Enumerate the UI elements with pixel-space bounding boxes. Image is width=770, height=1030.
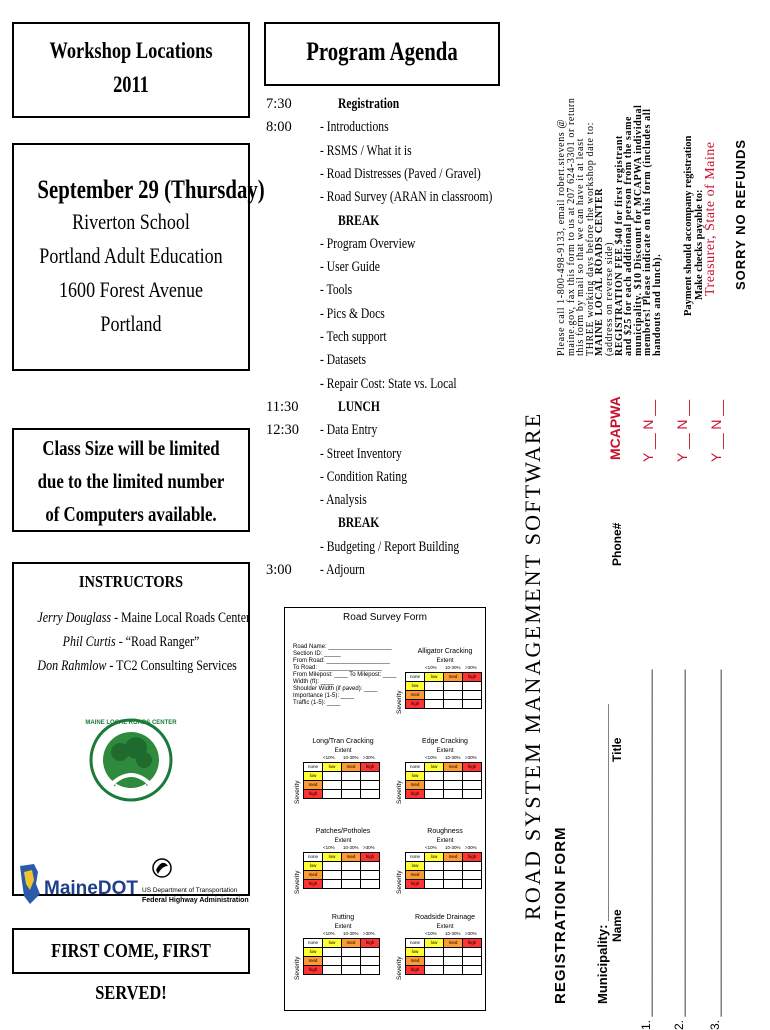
distress-name: Edge Cracking — [422, 738, 468, 745]
severity-cell[interactable]: med — [405, 780, 425, 790]
extent-col: <10% — [425, 931, 437, 936]
col-title-label: Title — [610, 737, 624, 762]
severity-cell[interactable]: low — [322, 938, 342, 948]
extent-col: <10% — [425, 755, 437, 760]
agenda-item: - Data Entry — [320, 422, 378, 439]
severity-cell[interactable]: low — [303, 771, 323, 781]
extent-label: Extent — [436, 924, 454, 930]
extent-col: 10-30% — [445, 845, 461, 850]
instruction-line: (address on reverse side) — [604, 241, 615, 356]
distress-panel — [397, 738, 485, 818]
program-agenda-box — [264, 22, 500, 86]
instructor-line: Don Rahmlow - TC2 Consulting Services — [37, 658, 237, 674]
first-come-text: FIRST COME, FIRST SERVED! — [51, 940, 211, 1004]
distress-name: Alligator Cracking — [417, 648, 473, 655]
severity-cell[interactable]: low — [405, 947, 425, 957]
agenda-item: - Road Distresses (Paved / Gravel) — [320, 165, 481, 182]
agenda-time: 7:30 — [266, 96, 292, 112]
severity-cell[interactable] — [424, 789, 444, 799]
class-size-line: due to the limited number — [37, 469, 225, 493]
instruction-line: REGISTRATION FEE $40 for first registrant — [613, 135, 625, 356]
severity-cell[interactable]: high — [462, 672, 482, 682]
severity-cell[interactable]: low — [405, 861, 425, 871]
instructor-line: Jerry Douglass - Maine Local Roads Center — [37, 610, 251, 626]
severity-cell[interactable] — [360, 879, 380, 889]
location-line: Riverton School — [72, 209, 190, 234]
severity-cell[interactable]: high — [303, 965, 323, 975]
survey-field: From Road: ___________________ — [293, 658, 390, 664]
distress-panel — [295, 914, 383, 994]
severity-cell[interactable] — [462, 789, 482, 799]
agenda-time: 3:00 — [266, 562, 292, 578]
severity-cell[interactable] — [424, 965, 444, 975]
survey-field: From Milepost: ____ To Milepost: ____ — [293, 672, 397, 678]
severity-cell[interactable]: med — [303, 956, 323, 966]
instructor-line: Phil Curtis - “Road Ranger” — [62, 634, 200, 650]
distress-panel — [397, 648, 485, 728]
severity-cell[interactable]: high — [405, 699, 425, 709]
severity-cell[interactable]: high — [405, 965, 425, 975]
extent-col: 10-30% — [343, 931, 359, 936]
survey-field: To Road: ___________________ — [293, 665, 383, 671]
mcapwa-yn-2[interactable]: Y __ N __ — [674, 399, 690, 462]
survey-field: Section ID: _____ — [293, 651, 341, 657]
agenda-time: 8:00 — [266, 119, 292, 136]
location-line: 1600 Forest Avenue — [59, 277, 203, 302]
entry-line-3[interactable]: 3. ____________________________________________________ — [708, 669, 722, 1030]
severity-label: Severity — [294, 780, 301, 804]
extent-col: <10% — [425, 665, 437, 670]
extent-col: 10-30% — [445, 665, 461, 670]
extent-col: >30% — [363, 931, 375, 936]
severity-label: Severity — [396, 780, 403, 804]
first-come-box — [12, 928, 250, 1004]
extent-col: 10-30% — [343, 845, 359, 850]
severity-cell[interactable] — [443, 879, 463, 889]
agenda-item: - RSMS / What it is — [320, 142, 412, 159]
agenda-item: - Budgeting / Report Building — [320, 538, 460, 555]
mainedot-text: MaineDOT — [44, 878, 138, 899]
logo-ring-text: MAINE LOCAL ROADS CENTER — [85, 720, 177, 726]
severity-cell[interactable]: none — [405, 762, 425, 772]
extent-col: <10% — [323, 755, 335, 760]
extent-col: <10% — [323, 845, 335, 850]
severity-cell[interactable]: med — [443, 938, 463, 948]
municipality-field[interactable]: Municipality: ______________________________ — [595, 704, 610, 1004]
severity-cell[interactable]: none — [303, 762, 323, 772]
distress-name: Rutting — [331, 914, 355, 921]
col-name-label: Name — [610, 909, 624, 942]
severity-cell[interactable]: med — [443, 762, 463, 772]
date-location-box — [12, 143, 265, 371]
severity-cell[interactable]: high — [360, 852, 380, 862]
mainedot-logo — [16, 860, 138, 910]
severity-cell[interactable]: none — [303, 852, 323, 862]
severity-label: Severity — [396, 956, 403, 980]
extent-col: 10-30% — [343, 755, 359, 760]
severity-cell[interactable]: med — [405, 956, 425, 966]
instruction-line: this form by mail so that we can have it at least — [575, 138, 587, 356]
agenda-item: - Datasets — [320, 352, 367, 369]
no-refunds-text: SORRY NO REFUNDS — [733, 138, 748, 290]
survey-field: Width (ft): ____ — [293, 679, 335, 685]
severity-cell[interactable] — [360, 789, 380, 799]
agenda-item: - Tools — [320, 282, 353, 299]
instruction-line: handouts and lunch). — [652, 253, 663, 356]
extent-label: Extent — [436, 658, 454, 664]
instruction-line: municipality. $10 Discount for MCAPWA individual — [632, 104, 644, 356]
agenda-item: - Road Survey (ARAN in classroom) — [320, 189, 493, 206]
entry-line-1[interactable]: 1. ____________________________________________________ — [639, 669, 653, 1030]
severity-cell[interactable]: med — [443, 672, 463, 682]
severity-cell[interactable]: high — [462, 762, 482, 772]
agenda-item: - Pics & Docs — [320, 305, 385, 322]
severity-cell[interactable]: med — [303, 780, 323, 790]
agenda-item: BREAK — [338, 212, 380, 229]
distress-panel — [295, 738, 383, 818]
severity-cell[interactable]: low — [405, 771, 425, 781]
severity-cell[interactable] — [341, 789, 361, 799]
severity-cell[interactable]: high — [303, 789, 323, 799]
severity-cell[interactable] — [322, 879, 342, 889]
extent-label: Extent — [436, 748, 454, 754]
severity-cell[interactable]: med — [341, 762, 361, 772]
survey-fields — [293, 644, 396, 707]
survey-field: Road Name: ___________________ — [293, 644, 392, 650]
location-line: Portland — [100, 311, 162, 336]
agenda-item: LUNCH — [338, 398, 380, 415]
severity-cell[interactable]: high — [462, 852, 482, 862]
severity-cell[interactable]: none — [405, 938, 425, 948]
distress-panel — [397, 914, 485, 994]
severity-cell[interactable]: none — [405, 672, 425, 682]
distress-name: Roadside Drainage — [415, 914, 475, 921]
severity-cell[interactable] — [424, 879, 444, 889]
severity-label: Severity — [294, 870, 301, 894]
distress-panel — [397, 828, 485, 908]
severity-cell[interactable] — [462, 879, 482, 889]
agenda-item: - Program Overview — [320, 235, 416, 252]
extent-col: <10% — [323, 931, 335, 936]
severity-cell[interactable]: low — [303, 947, 323, 957]
severity-cell[interactable]: med — [405, 690, 425, 700]
agenda-item: - Condition Rating — [320, 468, 407, 485]
agenda-time: 11:30 — [266, 398, 299, 415]
extent-col: >30% — [363, 755, 375, 760]
extent-col: 10-30% — [445, 755, 461, 760]
severity-cell[interactable]: none — [405, 852, 425, 862]
severity-cell[interactable] — [443, 699, 463, 709]
workshop-locations-box — [12, 22, 250, 118]
severity-cell[interactable]: med — [341, 938, 361, 948]
class-size-box — [12, 428, 250, 532]
fhwa-logo — [136, 854, 249, 914]
instruction-line: THREE working days before the workshop date to: — [584, 122, 596, 356]
severity-cell[interactable] — [322, 965, 342, 975]
agenda-time: 12:30 — [266, 422, 300, 439]
severity-cell[interactable] — [341, 965, 361, 975]
fhwa-line2: Federal Highway Administration — [142, 897, 249, 904]
severity-label: Severity — [396, 870, 403, 894]
agenda-item: BREAK — [338, 515, 380, 532]
fhwa-line1: US Department of Transportation — [142, 887, 238, 894]
severity-cell[interactable] — [462, 965, 482, 975]
class-size-line: of Computers available. — [45, 502, 217, 526]
class-size-line: Class Size will be limited — [42, 436, 220, 460]
severity-cell[interactable]: low — [424, 672, 444, 682]
instructors-heading: INSTRUCTORS — [78, 572, 184, 591]
instruction-line: and $25 for each additional person from the same — [623, 115, 635, 356]
extent-col: >30% — [363, 845, 375, 850]
instruction-line: members! Please indicate on this form (includes all — [642, 108, 654, 356]
severity-cell[interactable] — [322, 789, 342, 799]
severity-cell[interactable]: none — [303, 938, 323, 948]
survey-field: Traffic (1-5): ____ — [293, 700, 341, 706]
severity-cell[interactable]: low — [405, 681, 425, 691]
severity-cell[interactable] — [443, 965, 463, 975]
col-mcapwa-label: MCAPWA — [607, 396, 623, 460]
extent-label: Extent — [334, 838, 352, 844]
extent-col: >30% — [465, 665, 477, 670]
severity-cell[interactable] — [462, 699, 482, 709]
severity-cell[interactable] — [424, 699, 444, 709]
distress-panel — [295, 828, 383, 908]
severity-cell[interactable]: med — [303, 870, 323, 880]
agenda-item: - Adjourn — [320, 562, 365, 578]
entry-line-2[interactable]: 2. ____________________________________________________ — [672, 669, 686, 1030]
severity-cell[interactable] — [443, 789, 463, 799]
agenda-item: - Introductions — [320, 119, 389, 136]
agenda-title: Program Agenda — [306, 37, 458, 66]
extent-label: Extent — [436, 838, 454, 844]
agenda-item: - Tech support — [320, 329, 387, 345]
extent-col: >30% — [465, 931, 477, 936]
survey-field: Importance (1-5): ____ — [293, 693, 355, 699]
severity-cell[interactable]: med — [443, 852, 463, 862]
severity-cell[interactable]: med — [341, 852, 361, 862]
severity-cell[interactable]: low — [424, 938, 444, 948]
distress-name: Patches/Potholes — [315, 828, 371, 835]
registration-form-title: REGISTRATION FORM — [552, 826, 569, 1004]
instructors-box — [12, 562, 251, 904]
severity-cell[interactable] — [360, 965, 380, 975]
severity-cell[interactable]: high — [360, 938, 380, 948]
severity-label: Severity — [294, 956, 301, 980]
extent-col: >30% — [465, 755, 477, 760]
agenda-item: - User Guide — [320, 259, 380, 276]
workshop-year: 2011 — [113, 72, 149, 97]
payee-text: Treasurer, State of Maine — [703, 141, 718, 296]
severity-label: Severity — [396, 690, 403, 714]
survey-form-title: Road Survey Form — [343, 612, 427, 623]
instruction-line: maine.gov, fax this form to us at 207 624-3301 or return — [565, 97, 577, 356]
severity-cell[interactable]: high — [405, 879, 425, 889]
severity-cell[interactable]: high — [303, 879, 323, 889]
agenda-item: - Repair Cost: State vs. Local — [320, 375, 457, 392]
extent-col: <10% — [425, 845, 437, 850]
agenda-item: - Street Inventory — [320, 445, 402, 462]
severity-cell[interactable]: high — [360, 762, 380, 772]
workshop-title: Workshop Locations — [49, 38, 213, 63]
local-roads-center-logo — [86, 714, 176, 806]
severity-cell[interactable]: low — [424, 762, 444, 772]
agenda-item: Registration — [338, 96, 400, 112]
agenda-item: - Analysis — [320, 492, 367, 509]
software-title: ROAD SYSTEM MANAGEMENT SOFTWARE — [520, 411, 545, 920]
extent-col: >30% — [465, 845, 477, 850]
location-line: Portland Adult Education — [39, 243, 223, 268]
extent-label: Extent — [334, 748, 352, 754]
survey-field: Shoulder Width (if paved): ____ — [293, 686, 378, 692]
instruction-line: Please call 1-800-498-9133, email robert.stevens @ — [556, 118, 567, 356]
severity-cell[interactable]: high — [462, 938, 482, 948]
severity-cell[interactable]: low — [303, 861, 323, 871]
severity-cell[interactable]: high — [405, 789, 425, 799]
workshop-date: September 29 (Thursday) — [37, 175, 265, 204]
distress-name: Long/Tran Cracking — [312, 738, 374, 745]
severity-cell[interactable]: low — [424, 852, 444, 862]
distress-name: Roughness — [427, 828, 463, 835]
road-survey-form — [284, 607, 486, 1011]
severity-cell[interactable]: med — [405, 870, 425, 880]
severity-cell[interactable] — [341, 879, 361, 889]
mcapwa-yn-3[interactable]: Y __ N __ — [708, 399, 724, 462]
severity-cell[interactable]: low — [322, 762, 342, 772]
payment-line-1: Payment should accompany registration — [683, 135, 694, 316]
severity-cell[interactable]: low — [322, 852, 342, 862]
extent-col: 10-30% — [445, 931, 461, 936]
mcapwa-yn-1[interactable]: Y __ N __ — [640, 399, 656, 462]
instruction-line: MAINE LOCAL ROADS CENTER — [594, 187, 606, 356]
payment-line-2: Make checks payable to: — [694, 189, 705, 300]
extent-label: Extent — [334, 924, 352, 930]
col-phone-label: Phone# — [610, 522, 624, 566]
